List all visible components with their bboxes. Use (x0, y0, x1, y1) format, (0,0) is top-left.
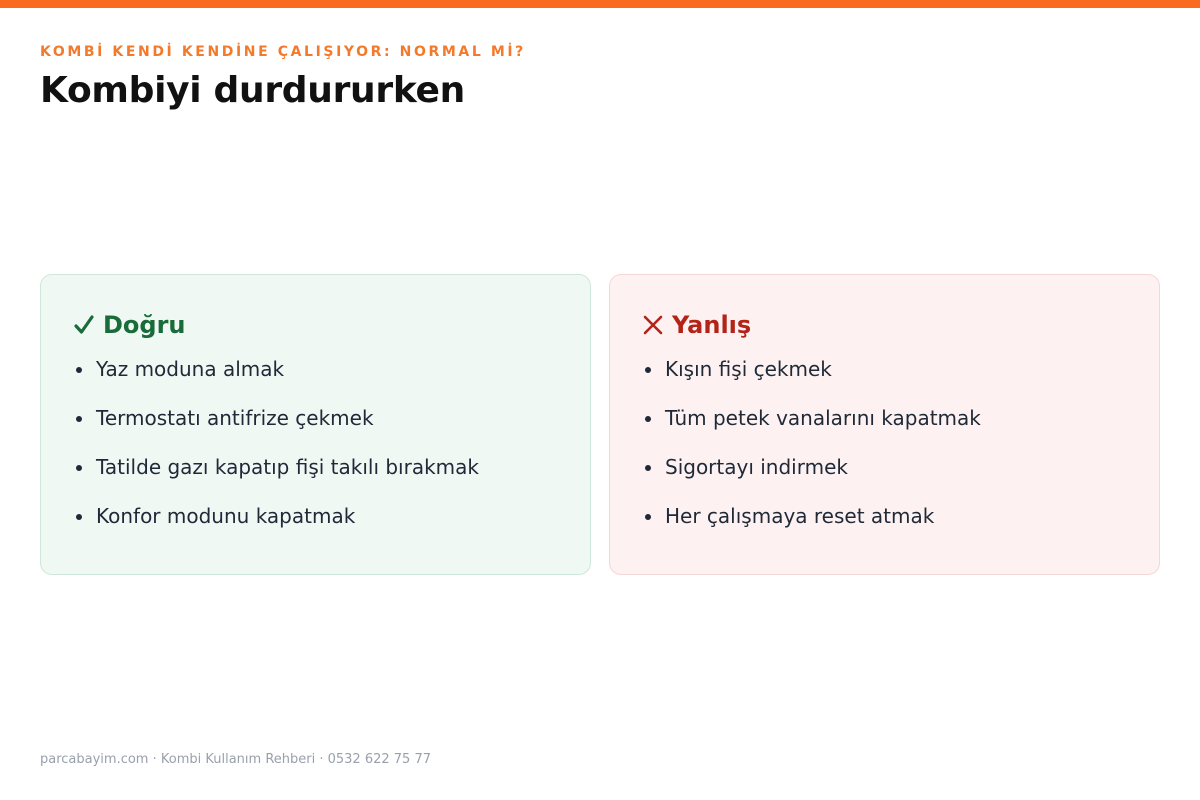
bullet (76, 416, 82, 422)
check-icon (71, 312, 97, 338)
list-item (640, 401, 1129, 450)
list-item-text: Termostatı antifrize çekmek (96, 406, 374, 430)
wrong-card-header (640, 307, 1129, 343)
list-item-text: Yaz moduna almak (96, 357, 285, 381)
bullet (76, 514, 82, 520)
accent-bar (0, 0, 1200, 8)
footer-text: parcabayim.com · Kombi Kullanım Rehberi · 0532 622 75 77 (40, 752, 431, 767)
bullet (76, 367, 82, 373)
bullet (645, 465, 651, 471)
list-item (71, 450, 560, 499)
correct-card-title: Doğru (103, 311, 186, 339)
bullet (645, 367, 651, 373)
page-title: Kombiyi durdururken (40, 70, 465, 111)
list-item (640, 499, 1129, 548)
wrong-card-title: Yanlış (672, 311, 752, 339)
list-item-text: Tüm petek vanalarını kapatmak (665, 406, 981, 430)
wrong-card (609, 274, 1160, 575)
correct-list (71, 352, 560, 548)
section-eyebrow: KOMBİ KENDİ KENDİNE ÇALIŞIYOR: NORMAL Mİ? (40, 44, 526, 60)
list-item-text: Her çalışmaya reset atmak (665, 504, 935, 528)
wrong-list (640, 352, 1129, 548)
correct-card-header (71, 307, 560, 343)
list-item-text: Tatilde gazı kapatıp fişi takılı bırakmak (96, 455, 479, 479)
list-item-text: Konfor modunu kapatmak (96, 504, 356, 528)
list-item (71, 352, 560, 401)
correct-card (40, 274, 591, 575)
bullet (645, 514, 651, 520)
list-item (71, 401, 560, 450)
list-item (640, 352, 1129, 401)
bullet (76, 465, 82, 471)
cross-icon (640, 312, 666, 338)
bullet (645, 416, 651, 422)
list-item-text: Kışın fişi çekmek (665, 357, 832, 381)
list-item (640, 450, 1129, 499)
list-item (71, 499, 560, 548)
list-item-text: Sigortayı indirmek (665, 455, 848, 479)
